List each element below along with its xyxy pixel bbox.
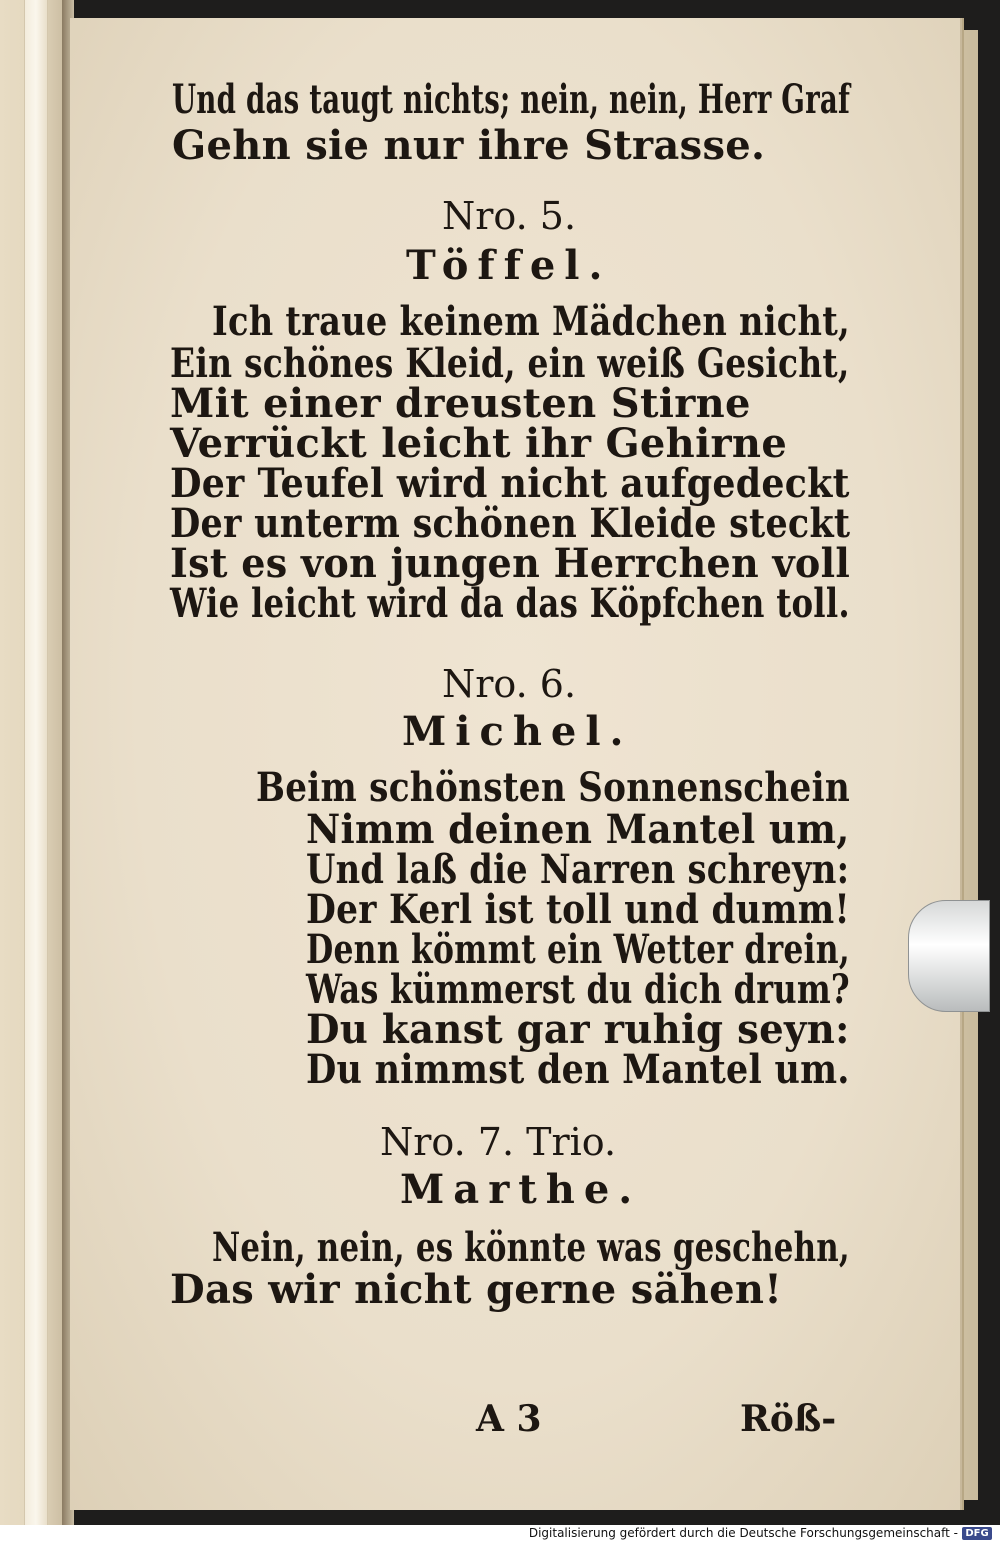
character-name: Marthe. <box>400 1166 642 1213</box>
verse-line: Du nimmst den Mantel um. <box>306 1046 850 1093</box>
section-number: Nro. 6. <box>442 662 577 706</box>
verse-line: Ein schönes Kleid, ein weiß Gesicht, <box>170 340 850 387</box>
signature-mark: A 3 <box>476 1398 542 1440</box>
verse-line: Was kümmerst du dich drum? <box>306 966 850 1013</box>
verse-line: Wie leicht wird da das Köpfchen toll. <box>170 580 850 627</box>
verse-line: Der Teufel wird nicht aufgedeckt <box>170 460 850 507</box>
verse-line: Mit einer dreusten Stirne <box>170 380 751 427</box>
character-name: Töffel. <box>406 242 612 289</box>
verse-line: Ich traue keinem Mädchen nicht, <box>212 298 851 345</box>
verse-line: Gehn sie nur ihre Strasse. <box>172 122 766 169</box>
character-name: Michel. <box>402 708 633 755</box>
book-spine <box>24 0 48 1525</box>
verse-line: Verrückt leicht ihr Gehirne <box>170 420 788 467</box>
verse-line: Ist es von jungen Herrchen voll <box>170 540 851 587</box>
digitization-credit-bar <box>0 1525 1000 1543</box>
verse-line: Nein, nein, es könnte was geschehn, <box>212 1224 850 1271</box>
verse-line: Der unterm schönen Kleide steckt <box>170 500 851 547</box>
verse-line: Und laß die Narren schreyn: <box>306 846 850 893</box>
catchword: Röß- <box>740 1398 837 1440</box>
verse-line: Nimm deinen Mantel um, <box>306 806 850 853</box>
verse-line: Du kanst gar ruhig seyn: <box>306 1006 850 1053</box>
verse-line: Und das taugt nichts; nein, nein, Herr Graf <box>172 76 851 123</box>
verse-line: Beim schönsten Sonnenschein <box>256 764 850 811</box>
credit-text: Digitalisierung gefördert durch die Deutsche Forschungsgemeinschaft - <box>528 1526 958 1540</box>
page-clip <box>908 900 990 1012</box>
section-number: Nro. 7. Trio. <box>380 1120 617 1164</box>
verse-line: Der Kerl ist toll und dumm! <box>306 886 850 933</box>
verse-line: Das wir nicht gerne sähen! <box>170 1266 783 1313</box>
dfg-logo: DFG <box>962 1527 992 1540</box>
verse-line: Denn kömmt ein Wetter drein, <box>306 926 850 973</box>
section-number: Nro. 5. <box>442 194 577 238</box>
